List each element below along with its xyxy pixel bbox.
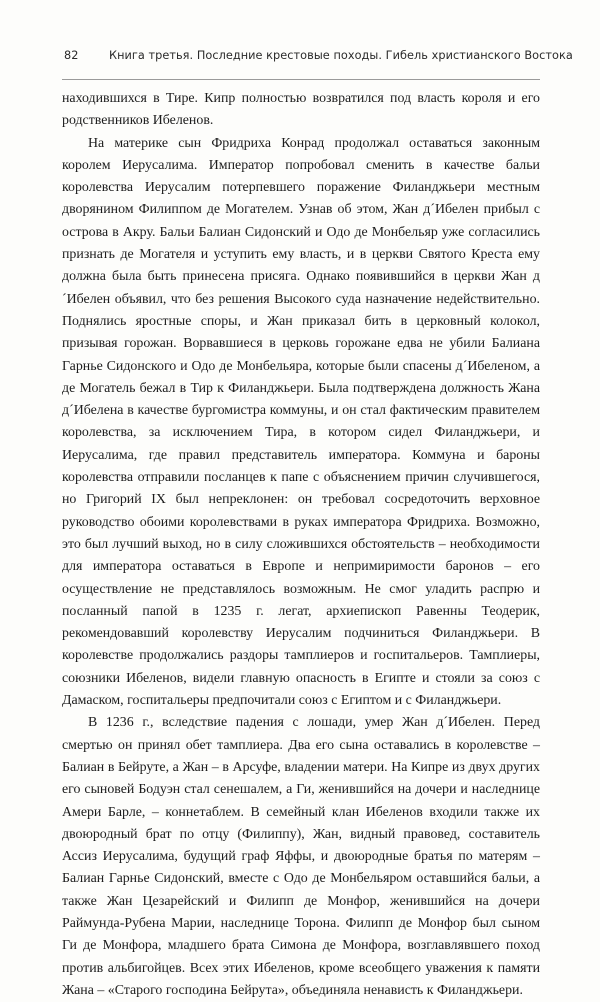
running-head xyxy=(64,49,573,62)
header-rule xyxy=(62,79,540,80)
paragraph-1236: В 1236 г., вследствие падения с лошади, умер Жан д´Ибелен. Перед смертью он принял обет тамплиера. Два его сына оставались в королевстве – Балиан в Бейруте, а Жан – в Арсуфе, владении матери. На Кипре из двух других его сыновей Бодуэн стал сенешалем, а Ги, женившийся на дочери и наследнице Амери Барле, – коннетаблем. В семейный клан Ибеленов входили также их двоюродный брат по отцу (Филиппу), Жан, видный правовед, составитель Ассиз Иерусалима, будущий граф Яффы, и двоюродные братья по матерям – Балиан Гарнье Сидонский, вместе с Одо де Монбельяром оставшийся бальи, а также Жан Цезарейский и Филипп де Монфор, женившийся на дочери Раймунда-Рубена Марии, наследнице Торона. Филипп де Монфор был сыном Ги де Монфора, младшего брата Симона де Монфора, возглавлявшего поход против альбигойцев. Всех этих Ибеленов, кроме всеобщего уважения к памяти Жана – «Старого господина Бейрута», объединяла ненависть к Филанджьери. xyxy=(62,715,540,998)
paragraph-conrad: На материке сын Фридриха Конрад продолжал оставаться законным королем Иерусалима. Император попробовал сменить в качестве бальи королевства Иерусалим потерпевшего поражение Филанджьери местным дворянином Филиппом де Могателем. Узнав об этом, Жан д´Ибелен прибыл с острова в Акру. Бальи Балиан Сидонский и Одо де Монбельяр уже согласились признать де Могателя и уступить ему власть, и в церкви Святого Креста ему должна была быть принесена присяга. Однако появившийся в церкви Жан д´Ибелен объявил, что без решения Высокого суда назначение недействительно. Поднялись яростные споры, и Жан приказал бить в церковный колокол, призывая горожан. Ворвавшиеся в церковь горожане едва не убили Балиана Гарнье Сидонского и Одо де Монбельяра, которые были спасены д´Ибеленом, а де Могатель бежал в Тир к Филанджьери. Была подтверждена должность Жана д´Ибелена в качестве бургомистра коммуны, и он стал фактическим правителем королевства, за исключением Тира, в котором сидел Филанджьери, и Иерусалима, где правил представитель императора. Коммуна и бароны королевства отправили посланцев к папе с объяснением причин случившегося, но Григорий IX был непреклонен: он требовал сосредоточить верховное руководство обоими королевствами в руках императора Фридриха. Возможно, это был лучший выход, но в силу сложившихся обстоятельств – необходимости для императора оставаться в Европе и непримиримости баронов – его осуществление не представлялось возможным. Не смог уладить распрю и посланный папой в 1235 г. легат, архиепископ Равенны Теодерик, рекомендовавший королевству Иерусалим подчиниться Филанджьери. В королевстве продолжались раздоры тамплиеров и госпитальеров. Тамплиеры, союзники Ибеленов, видели главную опасность в Египте и стояли за союз с Дамаском, госпитальеры предпочитали союз с Египтом и с Филанджьери. xyxy=(62,135,540,709)
running-title: Книга третья. Последние крестовые походы. Гибель христианского Востока xyxy=(109,49,573,62)
paragraph-continuation: находившихся в Тире. Кипр полностью возвратился под власть короля и его родственников Ибеленов. xyxy=(62,91,540,129)
page-number: 82 xyxy=(64,49,79,62)
body-text xyxy=(62,88,540,1002)
